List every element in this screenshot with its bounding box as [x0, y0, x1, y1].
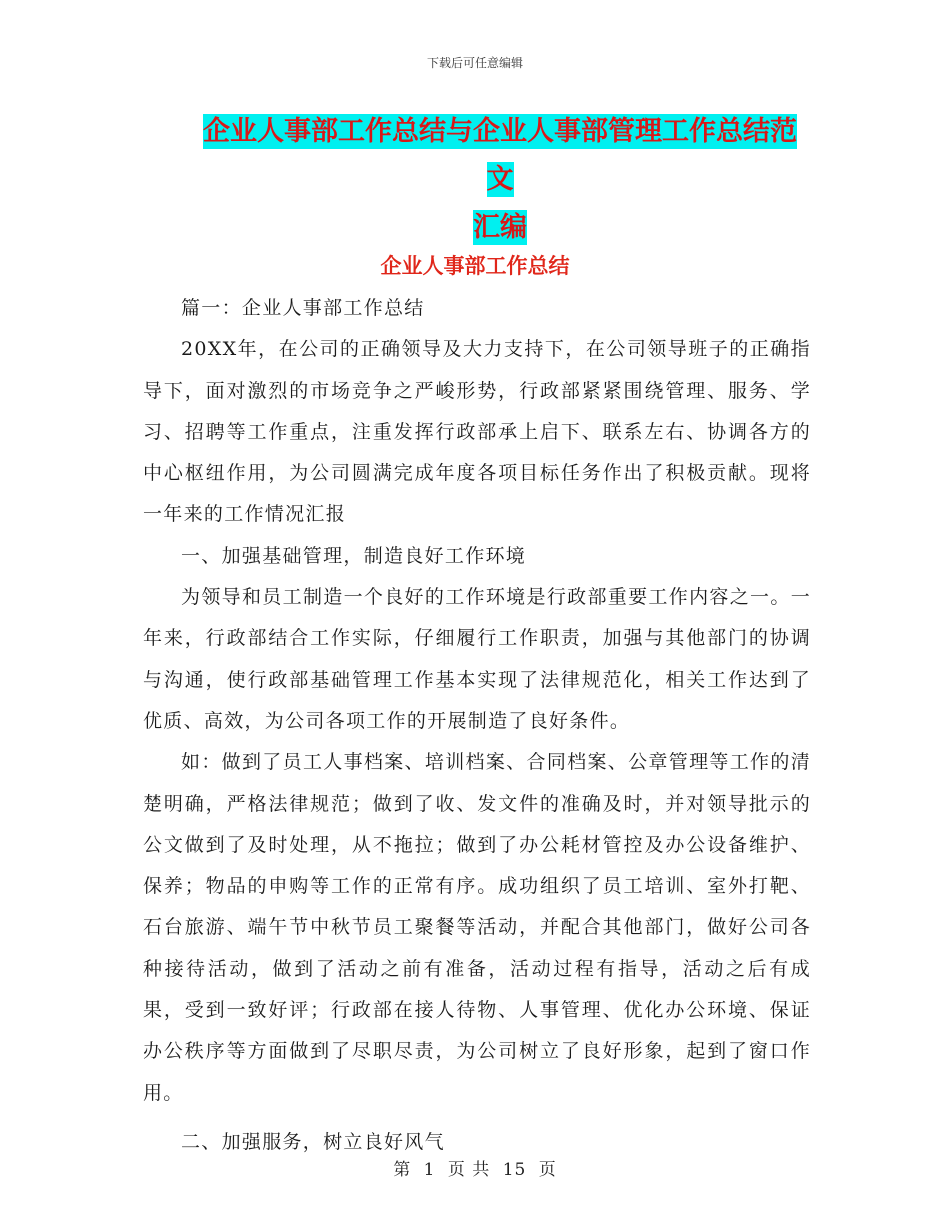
footer-suffix: 页: [538, 1160, 557, 1180]
document-title: [190, 108, 810, 252]
footer-page-number: 1: [423, 1160, 436, 1180]
footer-total-pages: 15: [502, 1160, 527, 1180]
paragraph-heading-2: 二、加强服务，树立良好风气: [181, 1130, 445, 1153]
footer-prefix: 第: [393, 1160, 412, 1180]
title-line-2: 汇编: [473, 212, 527, 243]
paragraph-body-1: 为领导和员工制造一个良好的工作环境是行政部重要工作内容之一。一年来，行政部结合工作实际，仔细履行工作职责，加强与其他部门的协调与沟通，使行政部基础管理工作基本实现了法律规范化，相关工作达到了优质、高效，为公司各项工作的开展制造了良好条件。: [143, 586, 811, 732]
paragraph-intro: 20XX年，在公司的正确领导及大力支持下，在公司领导班子的正确指导下，面对激烈的市场竞争之严峻形势，行政部紧紧围绕管理、服务、学习、招聘等工作重点，注重发挥行政部承上启下、联系左右、协调各方的中心枢纽作用，为公司圆满完成年度各项目标任务作出了积极贡献。现将一年来的工作情况汇报: [143, 338, 811, 526]
paragraph-heading-1: 一、加强基础管理，制造良好工作环境: [181, 544, 527, 567]
header-note: 下载后可任意编辑: [426, 56, 523, 70]
paragraph-body-2: 如：做到了员工人事档案、培训档案、合同档案、公章管理等工作的清楚明确，严格法律规范；做到了收、发文件的准确及时，并对领导批示的公文做到了及时处理，从不拖拉；做到了办公耗材管控及办公设备维护、保养；物品的申购等工作的正常有序。成功组织了员工培训、室外打靶、石台旅游、端午节中秋节员工聚餐等活动，并配合其他部门，做好公司各种接待活动，做到了活动之前有准备，活动过程有指导，活动之后有成果，受到一致好评；行政部在接人待物、人事管理、优化办公环境、保证办公秩序等方面做到了尽职尽责，为公司树立了良好形象，起到了窗口作用。: [143, 751, 811, 1104]
title-line-1: 企业人事部工作总结与企业人事部管理工作总结范文: [203, 116, 797, 195]
document-body: [143, 288, 811, 1163]
section-title: 企业人事部工作总结: [380, 254, 570, 278]
page-footer: [0, 1155, 950, 1180]
paragraph-subheading: 篇一：企业人事部工作总结: [181, 297, 425, 319]
footer-mid: 页 共: [447, 1160, 491, 1180]
